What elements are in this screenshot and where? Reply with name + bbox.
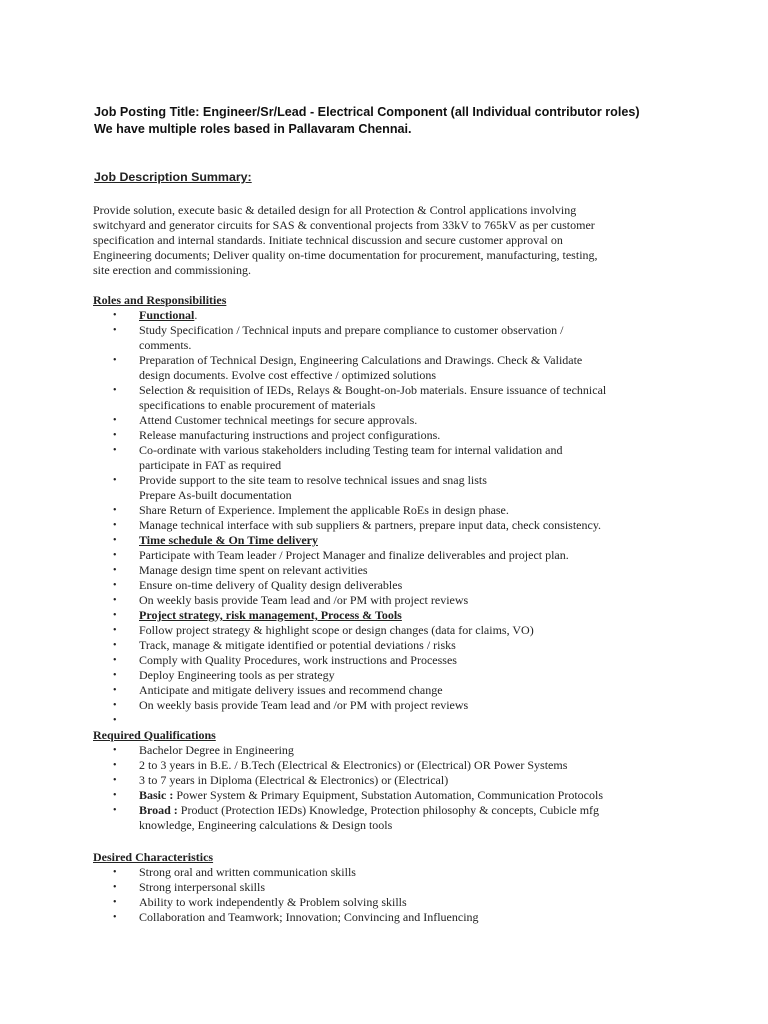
list-item [93, 865, 683, 880]
bullet-icon: • [113, 670, 117, 681]
item-text: Study Specification / Technical inputs and prepare compliance to customer observation / [139, 323, 564, 337]
bullet-icon: • [113, 535, 117, 546]
job-posting-header [94, 104, 640, 138]
desired-heading: Desired Characteristics [93, 850, 214, 864]
qualifications-list [93, 743, 683, 833]
bullet-icon: • [113, 325, 117, 336]
item-text: Strong interpersonal skills [139, 880, 265, 894]
job-posting-title: Job Posting Title: Engineer/Sr/Lead - Electrical Component (all Individual contributor roles) [94, 105, 640, 119]
desired-section [93, 850, 683, 925]
bullet-icon: • [113, 685, 117, 696]
item-text: Selection & requisition of IEDs, Relays & Bought-on-Job materials. Ensure issuance of technical [139, 383, 607, 397]
bullet-icon: • [113, 355, 117, 366]
bullet-icon: • [113, 310, 117, 321]
list-item [93, 473, 683, 503]
list-item [93, 308, 683, 323]
list-item [93, 910, 683, 925]
bullet-icon: • [113, 475, 117, 486]
bullet-icon: • [113, 805, 117, 816]
list-item [93, 698, 683, 713]
summary-paragraph [93, 203, 673, 278]
bullet-icon: • [113, 775, 117, 786]
list-item [93, 608, 683, 623]
bullet-icon: • [113, 505, 117, 516]
bullet-icon: • [113, 655, 117, 666]
item-text: Share Return of Experience. Implement the applicable RoEs in design phase. [139, 503, 509, 517]
item-text: Bachelor Degree in Engineering [139, 743, 294, 757]
list-item [93, 383, 683, 413]
item-lead: Basic : [139, 788, 174, 802]
bullet-icon: • [113, 595, 117, 606]
item-text: knowledge, Engineering calculations & Design tools [139, 818, 393, 832]
item-text: Attend Customer technical meetings for secure approvals. [139, 413, 418, 427]
list-item [93, 563, 683, 578]
list-item [93, 743, 683, 758]
item-text: Manage technical interface with sub suppliers & partners, prepare input data, check consistency. [139, 518, 602, 532]
bullet-icon: • [113, 445, 117, 456]
list-item [93, 880, 683, 895]
bullet-icon: • [113, 550, 117, 561]
bullet-icon: • [113, 882, 117, 893]
item-text: Ensure on-time delivery of Quality design deliverables [139, 578, 403, 592]
list-item [93, 578, 683, 593]
bullet-icon: • [113, 867, 117, 878]
job-location-line: We have multiple roles based in Pallavaram Chennai. [94, 122, 412, 136]
roles-list [93, 308, 683, 728]
list-item [93, 758, 683, 773]
item-lead: Broad : [139, 803, 178, 817]
summary-line: site erection and commissioning. [93, 263, 251, 277]
bullet-icon: • [113, 715, 117, 726]
item-text: comments. [139, 338, 192, 352]
bullet-icon: • [113, 520, 117, 531]
list-item [93, 623, 683, 638]
list-item [93, 803, 683, 833]
list-item [93, 548, 683, 563]
item-text: 2 to 3 years in B.E. / B.Tech (Electrical & Electronics) or (Electrical) OR Power Systems [139, 758, 568, 772]
bullet-icon: • [113, 430, 117, 441]
list-item [93, 895, 683, 910]
bullet-icon: • [113, 610, 117, 621]
list-item [93, 653, 683, 668]
bullet-icon: • [113, 700, 117, 711]
bullet-icon: • [113, 790, 117, 801]
list-item [93, 443, 683, 473]
list-item [93, 413, 683, 428]
item-text: Ability to work independently & Problem solving skills [139, 895, 407, 909]
summary-line: Engineering documents; Deliver quality on-time documentation for procurement, manufacturing, testing, [93, 248, 598, 262]
item-text: Preparation of Technical Design, Engineering Calculations and Drawings. Check & Validate [139, 353, 583, 367]
desired-list [93, 865, 683, 925]
item-text: Anticipate and mitigate delivery issues and recommend change [139, 683, 443, 697]
item-text: Provide support to the site team to resolve technical issues and snag lists [139, 473, 487, 487]
list-item [93, 353, 683, 383]
list-item [93, 533, 683, 548]
item-text: Manage design time spent on relevant activities [139, 563, 368, 577]
item-text: Prepare As-built documentation [139, 488, 292, 502]
item-text: 3 to 7 years in Diploma (Electrical & Electronics) or (Electrical) [139, 773, 449, 787]
bullet-icon: • [113, 625, 117, 636]
item-text: participate in FAT as required [139, 458, 282, 472]
summary-line: Provide solution, execute basic & detailed design for all Protection & Control applications involving [93, 203, 577, 217]
bullet-icon: • [113, 640, 117, 651]
list-item [93, 638, 683, 653]
list-item [93, 503, 683, 518]
item-text: Deploy Engineering tools as per strategy [139, 668, 335, 682]
item-text: Power System & Primary Equipment, Substation Automation, Communication Protocols [173, 788, 603, 802]
subheading: Project strategy, risk management, Process & Tools [139, 608, 402, 622]
item-text: Release manufacturing instructions and project configurations. [139, 428, 441, 442]
roles-section [93, 293, 683, 728]
bullet-icon: • [113, 912, 117, 923]
list-item [93, 428, 683, 443]
list-item [93, 713, 683, 728]
bullet-icon: • [113, 415, 117, 426]
bullet-icon: • [113, 565, 117, 576]
item-text: Co-ordinate with various stakeholders including Testing team for internal validation and [139, 443, 563, 457]
bullet-icon: • [113, 745, 117, 756]
item-text: specifications to enable procurement of materials [139, 398, 376, 412]
list-item [93, 683, 683, 698]
qualifications-heading: Required Qualifications [93, 728, 216, 742]
item-text: Comply with Quality Procedures, work instructions and Processes [139, 653, 457, 667]
item-text: Product (Protection IEDs) Knowledge, Protection philosophy & concepts, Cubicle mfg [177, 803, 600, 817]
bullet-icon: • [113, 385, 117, 396]
summary-line: specification and internal standards. Initiate technical discussion and secure customer approval on [93, 233, 563, 247]
summary-line: switchyard and generator circuits for SAS & conventional projects from 33kV to 765kV as per customer [93, 218, 595, 232]
subheading: Time schedule & On Time delivery [139, 533, 318, 547]
item-text: Collaboration and Teamwork; Innovation; Convincing and Influencing [139, 910, 479, 924]
list-item [93, 323, 683, 353]
list-item [93, 773, 683, 788]
item-text: Strong oral and written communication skills [139, 865, 356, 879]
list-item [93, 518, 683, 533]
subheading: Functional [139, 308, 195, 322]
item-text: Participate with Team leader / Project Manager and finalize deliverables and project plan. [139, 548, 569, 562]
item-text: On weekly basis provide Team lead and /or PM with project reviews [139, 698, 469, 712]
list-item [93, 788, 683, 803]
summary-heading: Job Description Summary: [94, 170, 252, 184]
item-text: Track, manage & mitigate identified or potential deviations / risks [139, 638, 456, 652]
item-text: On weekly basis provide Team lead and /or PM with project reviews [139, 593, 469, 607]
list-item [93, 593, 683, 608]
roles-heading: Roles and Responsibilities [93, 293, 227, 307]
qualifications-section [93, 728, 683, 833]
item-text: Follow project strategy & highlight scope or design changes (data for claims, VO) [139, 623, 534, 637]
bullet-icon: • [113, 760, 117, 771]
bullet-icon: • [113, 580, 117, 591]
item-text: design documents. Evolve cost effective / optimized solutions [139, 368, 437, 382]
subheading-tail: . [194, 308, 198, 322]
bullet-icon: • [113, 897, 117, 908]
list-item [93, 668, 683, 683]
